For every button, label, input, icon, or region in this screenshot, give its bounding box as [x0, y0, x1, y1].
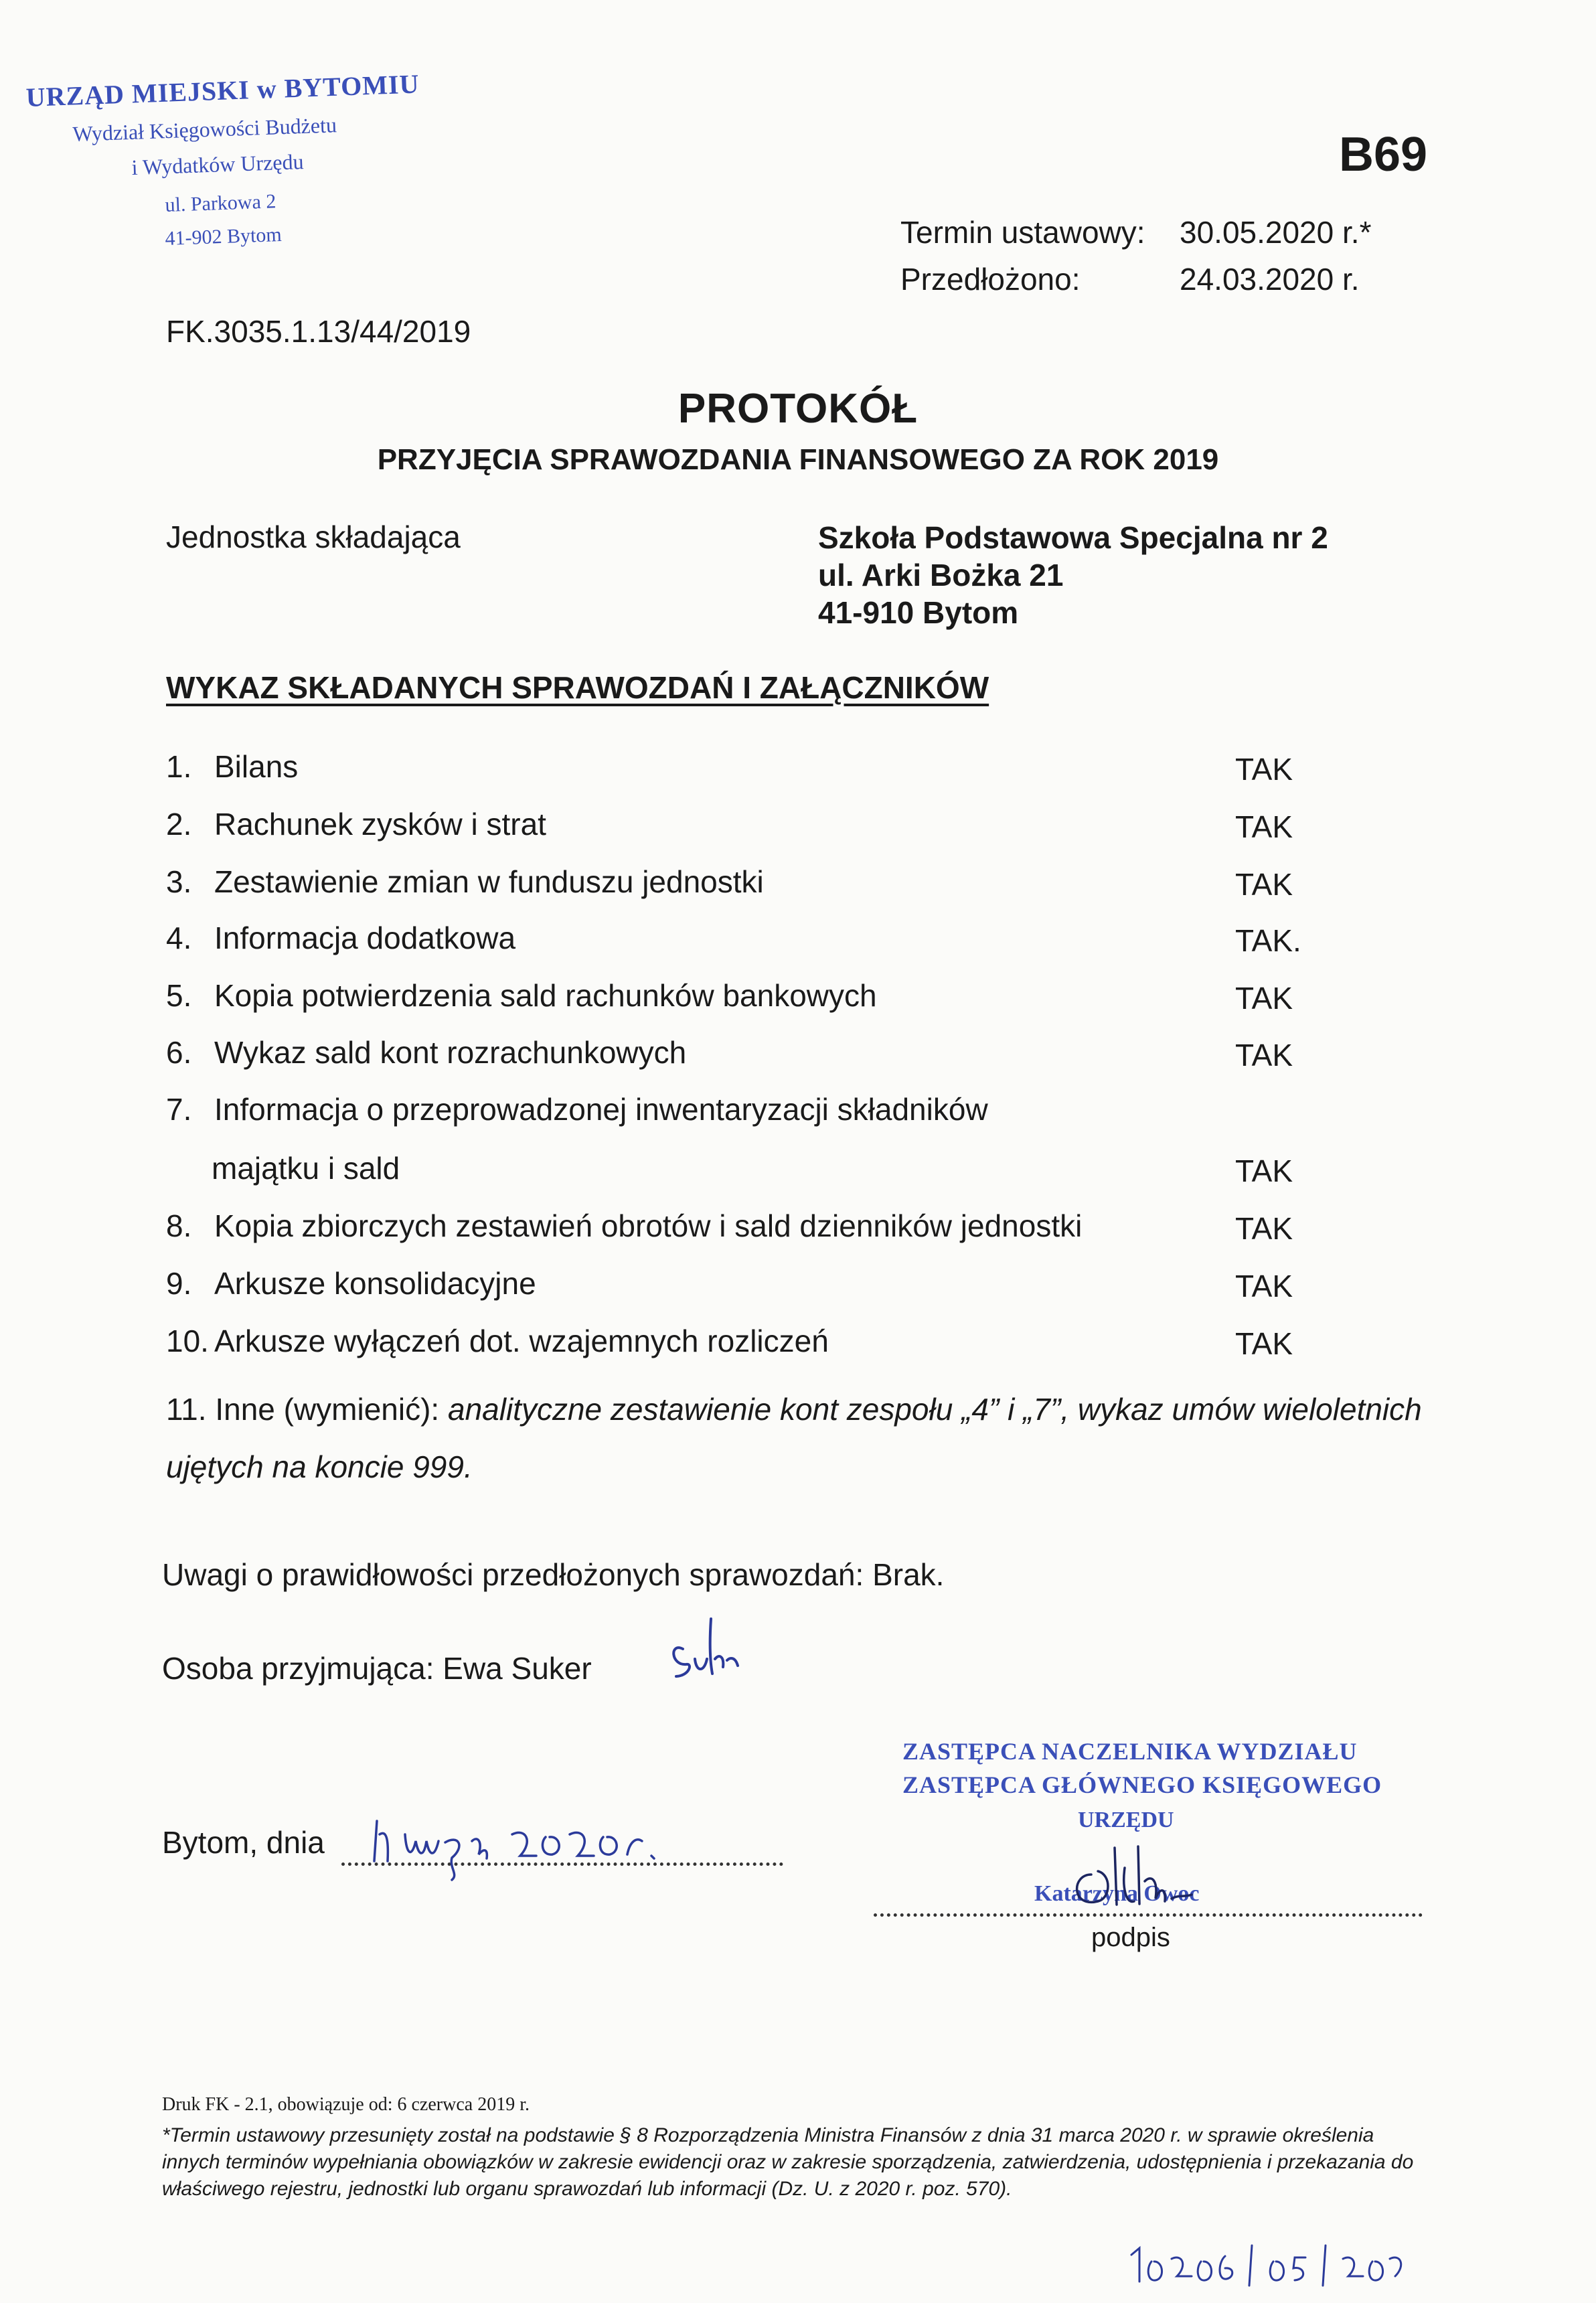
- office-stamp-line1: URZĄD MIEJSKI w BYTOMIU: [25, 68, 420, 112]
- unit-street: ul. Arki Bożka 21: [818, 558, 1064, 592]
- submitted-value: 24.03.2020 r.: [1180, 262, 1360, 297]
- office-stamp-line4: ul. Parkowa 2: [165, 190, 276, 216]
- signer-stamp-line2: ZASTĘPCA GŁÓWNEGO KSIĘGOWEGO: [902, 1771, 1382, 1798]
- item-status: TAK: [1235, 1211, 1293, 1246]
- item-status: TAK: [1235, 867, 1293, 902]
- item-status: TAK: [1235, 809, 1293, 844]
- item-number: 5.: [166, 978, 192, 1013]
- office-stamp-line5: 41-902 Bytom: [165, 223, 283, 250]
- item-status: TAK: [1235, 1269, 1293, 1303]
- other-value: analityczne zestawienie kont zespołu „4” i „7”, wykaz umów wieloletnich ujętych na koncie 999.: [166, 1392, 1422, 1484]
- office-stamp-line3: i Wydatków Urzędu: [131, 149, 305, 179]
- item-number: 9.: [166, 1266, 192, 1301]
- item-text: Bilans: [214, 749, 299, 784]
- item-text: Wykaz sald kont rozrachunkowych: [214, 1035, 687, 1070]
- page-title: PROTOKÓŁ: [677, 386, 919, 432]
- signer-signature-icon: [1064, 1834, 1198, 1915]
- print-info: Druk FK - 2.1, obowiązuje od: 6 czerwca 2019 r.: [162, 2094, 530, 2115]
- item-number: 6.: [166, 1035, 192, 1070]
- item-number: 10.: [166, 1324, 209, 1358]
- item-number: 8.: [166, 1208, 192, 1243]
- item-status: TAK.: [1235, 923, 1301, 958]
- signer-stamp-line3: URZĘDU: [1078, 1808, 1174, 1832]
- item-status: TAK: [1235, 1154, 1293, 1188]
- handwritten-date-icon: [365, 1794, 673, 1881]
- item-status: TAK: [1235, 752, 1293, 787]
- signer-stamp-line1: ZASTĘPCA NACZELNIKA WYDZIAŁU: [902, 1738, 1358, 1765]
- item-text-continued: majątku i sald: [212, 1151, 400, 1186]
- item-text: Informacja dodatkowa: [214, 921, 516, 955]
- city-date-label: Bytom, dnia: [162, 1825, 325, 1860]
- unit-label: Jednostka składająca: [166, 520, 461, 554]
- footnote: *Termin ustawowy przesunięty został na podstawie § 8 Rozporządzenia Ministra Finansów z dnia 31 marca 2020 r. w sprawie określenia innych terminów wypełniania obowiązków w zakresie ewidencji oraz w zakresie sporządzenia, zatwierdzenia, udostępnienia i przekazania do właściwego rejestru, jednostki lub organu sprawozdań lub informacji (Dz. U. z 2020 r. poz. 570).: [162, 2124, 1414, 2200]
- office-stamp-line2: Wydział Księgowości Budżetu: [72, 112, 337, 146]
- item-status: TAK: [1235, 1038, 1293, 1073]
- item-text: Kopia potwierdzenia sald rachunków bankowych: [214, 978, 877, 1013]
- item-number: 3.: [166, 864, 192, 899]
- list-heading: WYKAZ SKŁADANYCH SPRAWOZDAŃ I ZAŁĄCZNIKÓW: [166, 670, 989, 705]
- item-text: Arkusze konsolidacyjne: [214, 1266, 536, 1301]
- signature-dotted-line: [874, 1913, 1423, 1917]
- item-status: TAK: [1235, 1326, 1293, 1361]
- item-status: TAK: [1235, 981, 1293, 1016]
- list-item-other: [166, 1380, 1431, 1496]
- receiver-signature-icon: [663, 1612, 750, 1686]
- remarks: Uwagi o prawidłowości przedłożonych sprawozdań: Brak.: [162, 1557, 945, 1592]
- item-text: Rachunek zysków i strat: [214, 807, 546, 842]
- item-number: 4.: [166, 921, 192, 955]
- submitted-label: Przedłożono:: [900, 262, 1081, 297]
- unit-block: [818, 519, 1328, 631]
- item-number: 7.: [166, 1092, 192, 1127]
- signature-label: podpis: [1091, 1923, 1170, 1952]
- page-subtitle: PRZYJĘCIA SPRAWOZDANIA FINANSOWEGO ZA ROK 2019: [377, 443, 1219, 476]
- item-number: 1.: [166, 749, 192, 784]
- document-code: B69: [1339, 128, 1428, 181]
- reference-number: FK.3035.1.13/44/2019: [166, 314, 471, 349]
- item-text: Informacja o przeprowadzonej inwentaryzacji składników: [214, 1092, 988, 1127]
- item-number: 11.: [166, 1392, 207, 1427]
- item-number: 2.: [166, 807, 192, 842]
- other-label: Inne (wymienić):: [215, 1392, 440, 1427]
- item-text: Kopia zbiorczych zestawień obrotów i sald dzienników jednostki: [214, 1208, 1083, 1243]
- deadline-label: Termin ustawowy:: [900, 215, 1145, 250]
- unit-name: Szkoła Podstawowa Specjalna nr 2: [818, 520, 1328, 555]
- receiver: Osoba przyjmująca: Ewa Suker: [162, 1651, 592, 1686]
- handwritten-registration-icon: [1125, 2241, 1406, 2288]
- item-text: Arkusze wyłączeń dot. wzajemnych rozliczeń: [214, 1324, 829, 1358]
- unit-city: 41-910 Bytom: [818, 595, 1019, 630]
- signer-stamp-name: Katarzyna Owoc: [1034, 1881, 1200, 1906]
- item-text: Zestawienie zmian w funduszu jednostki: [214, 864, 764, 899]
- deadline-value: 30.05.2020 r.*: [1180, 215, 1372, 250]
